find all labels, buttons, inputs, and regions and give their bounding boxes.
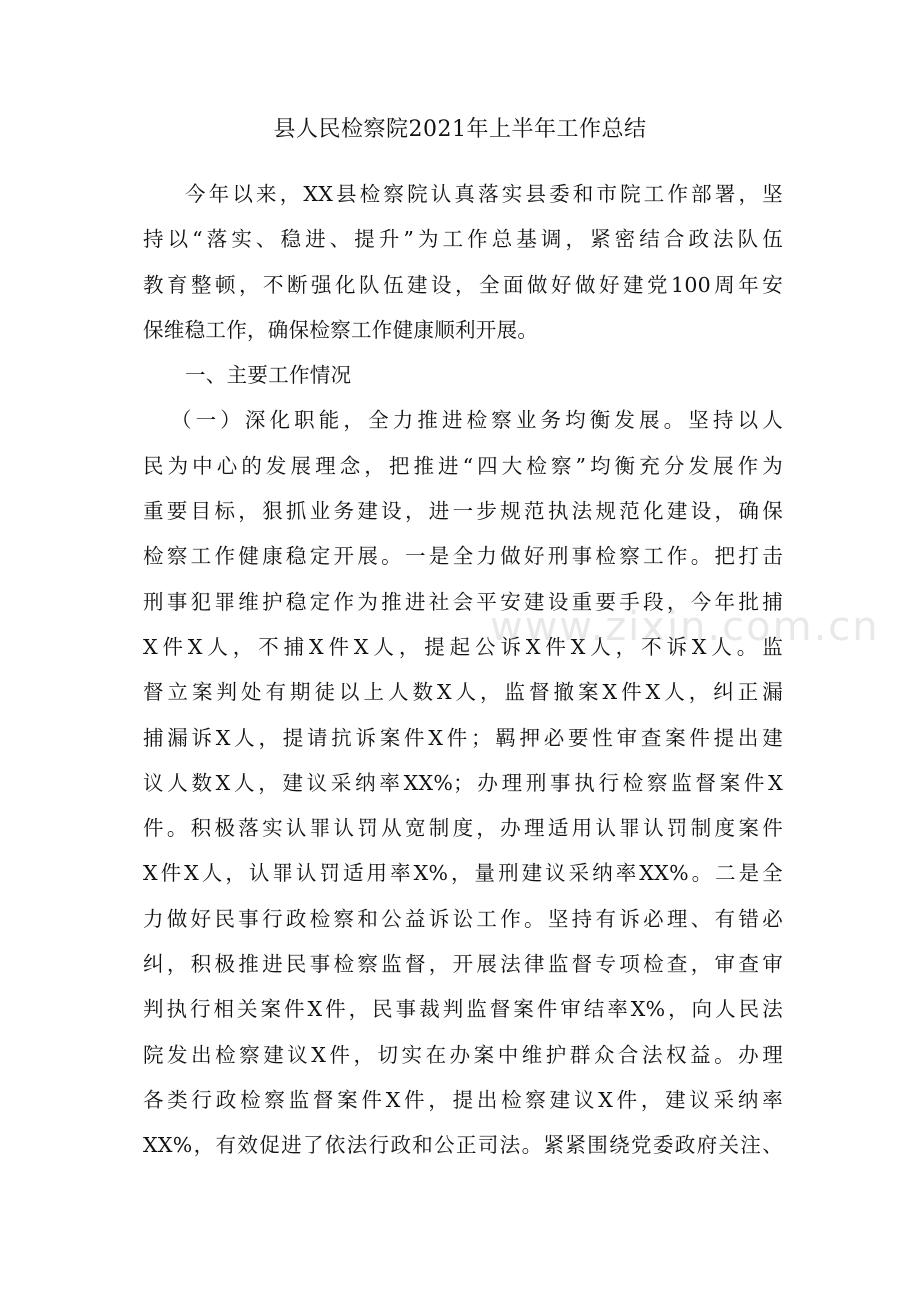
paragraph-line: 重要目标，狠抓业务建设，进一步规范执法规范化建设，确保 [143, 499, 783, 524]
paragraph-line: 今年以来，XX县检察院认真落实县委和市院工作部署，坚 [185, 182, 783, 206]
document-body [143, 172, 783, 1169]
paragraph-line: 检察工作健康稳定开展。一是全力做好刑事检察工作。把打击 [143, 544, 783, 569]
paragraph-line: XX%，有效促进了依法行政和公正司法。紧紧围绕党委政府关注、 [143, 1133, 783, 1158]
paragraph-line: X件X人，不捕X件X人，提起公诉X件X人，不诉X人。监 [143, 634, 783, 659]
paragraph-line: （一）深化职能，全力推进检察业务均衡发展。坚持以人 [171, 408, 783, 433]
paragraph-line: 院发出检察建议X件，切实在办案中维护群众合法权益。办理 [143, 1042, 783, 1067]
paragraph-line: 刑事犯罪维护稳定作为推进社会平安建设重要手段，今年批捕 [143, 589, 783, 614]
paragraph-line: 件。积极落实认罪认罚从宽制度，办理适用认罪认罚制度案件 [143, 816, 783, 841]
paragraph-line: 民为中心的发展理念，把推进“四大检察”均衡充分发展作为 [143, 453, 783, 478]
paragraph-line: 保维稳工作，确保检察工作健康顺利开展。 [143, 317, 539, 342]
paragraph-line: 各类行政检察监督案件X件，提出检察建议X件，建议采纳率 [143, 1087, 783, 1112]
document-title: 县人民检察院2021年上半年工作总结 [273, 117, 647, 142]
watermark: www.zixin.com.cn [490, 604, 880, 650]
paragraph-line: 力做好民事行政检察和公益诉讼工作。坚持有诉必理、有错必 [143, 906, 783, 931]
paragraph-line: 捕漏诉X人，提请抗诉案件X件；羁押必要性审查案件提出建 [143, 725, 783, 750]
paragraph-line: 判执行相关案件X件，民事裁判监督案件审结率X%，向人民法 [143, 997, 783, 1022]
paragraph-line: X件X人，认罪认罚适用率X%，量刑建议采纳率XX%。二是全 [143, 861, 783, 886]
paragraph-line: 教育整顿，不断强化队伍建设，全面做好做好建党100周年安 [143, 272, 783, 297]
paragraph-line: 持以“落实、稳进、提升”为工作总基调，紧密结合政法队伍 [143, 227, 783, 252]
paragraph-line: 议人数X人，建议采纳率XX%；办理刑事执行检察监督案件X [143, 770, 783, 795]
paragraph-line: 纠，积极推进民事检察监督，开展法律监督专项检查，审查审 [143, 952, 783, 977]
paragraph-line: 督立案判处有期徒以上人数X人，监督撤案X件X人，纠正漏 [143, 680, 783, 705]
section-heading: 一、主要工作情况 [185, 363, 352, 388]
